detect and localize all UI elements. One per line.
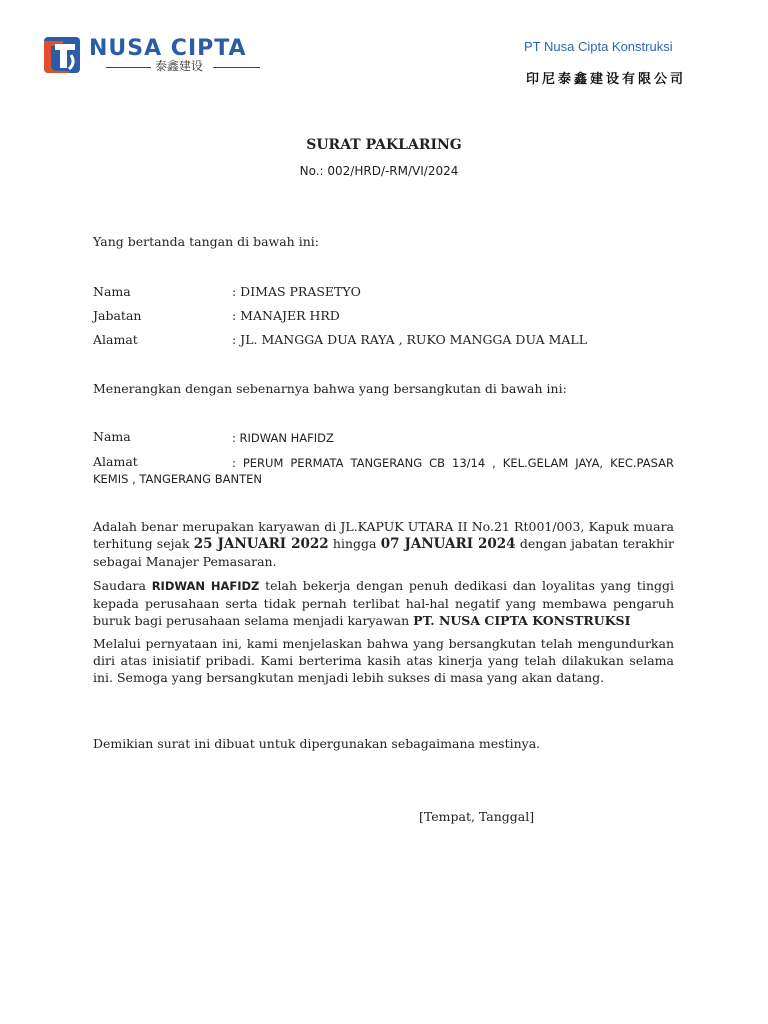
signer-address-value: : JL. MANGGA DUA RAYA , RUKO MANGGA DUA MALL xyxy=(232,332,588,347)
employee-address-value: : PERUM PERMATA TANGERANG CB 13/14 , KEL.GELAM JAYA, KEC.PASAR xyxy=(232,456,674,470)
letter-number: No.: 002/HRD/-RM/VI/2024 xyxy=(299,164,459,178)
place-date: [Tempat, Tanggal] xyxy=(419,809,535,824)
employment-text-a: Adalah benar merupakan karyawan di JL.KAPUK UTARA II No.21 Rt001/003, Kapuk muara terhitung sejak xyxy=(93,519,674,551)
employee-address-line2: KEMIS , TANGERANG BANTEN xyxy=(93,472,262,486)
employment-text-c: dengan jabatan terakhir sebagai Manajer Pemasaran. xyxy=(93,536,675,569)
employee-name-inline: RIDWAN HAFIDZ xyxy=(151,579,260,593)
signer-position-label: Jabatan xyxy=(93,308,142,323)
closing-text: Demikian surat ini dibuat untuk dipergunakan sebagaimana mestinya. xyxy=(93,736,541,751)
company-name-inline: PT. NUSA CIPTA KONSTRUKSI xyxy=(413,613,631,628)
letter-title: SURAT PAKLARING xyxy=(306,137,462,153)
signer-name-label: Nama xyxy=(93,284,131,299)
logo-rule-left xyxy=(106,67,151,68)
start-date: 25 JANUARI 2022 xyxy=(193,536,329,552)
company-logo xyxy=(43,33,268,77)
employment-paragraph xyxy=(93,518,674,570)
logo-emblem-icon xyxy=(43,35,85,75)
resignation-paragraph: Melalui pernyataan ini, kami menjelaskan bahwa yang bersangkutan telah mengundurkan diri atas inisiatif pribadi. Kami berterima kasih atas kinerja yang telah dilakukan selama ini. Semoga yang bersangkutan menjadi lebih sukses di masa yang akan datang. xyxy=(93,636,674,685)
intro-text: Yang bertanda tangan di bawah ini: xyxy=(93,234,319,249)
employee-name-label: Nama xyxy=(93,429,131,444)
dedication-text-a: Saudara xyxy=(93,578,152,593)
employment-text-b: hingga xyxy=(328,536,381,551)
dedication-text-b: telah bekerja dengan penuh dedikasi dan loyalitas yang tinggi kepada perusahaan serta tidak pernah terlibat hal-hal negatif yang membawa pengaruh buruk bagi perusahaan selama menjadi karyawan xyxy=(93,578,674,628)
employee-name-value: : RIDWAN HAFIDZ xyxy=(232,431,334,445)
logo-brand-text: NUSA CIPTA xyxy=(89,36,247,61)
logo-subtitle: 泰鑫建设 xyxy=(155,59,204,73)
company-name-en: PT Nusa Cipta Konstruksi xyxy=(524,39,673,54)
signer-name-value: : DIMAS PRASETYO xyxy=(232,284,361,299)
logo-rule-right xyxy=(213,67,260,68)
employee-address-label: Alamat xyxy=(93,454,138,469)
company-name-cn: 印尼泰鑫建设有限公司 xyxy=(526,72,687,87)
signer-position-value: : MANAJER HRD xyxy=(232,308,340,323)
statement-text: Menerangkan dengan sebenarnya bahwa yang bersangkutan di bawah ini: xyxy=(93,381,567,396)
dedication-paragraph xyxy=(93,577,674,629)
end-date: 07 JANUARI 2024 xyxy=(380,536,516,552)
signer-address-label: Alamat xyxy=(93,332,138,347)
